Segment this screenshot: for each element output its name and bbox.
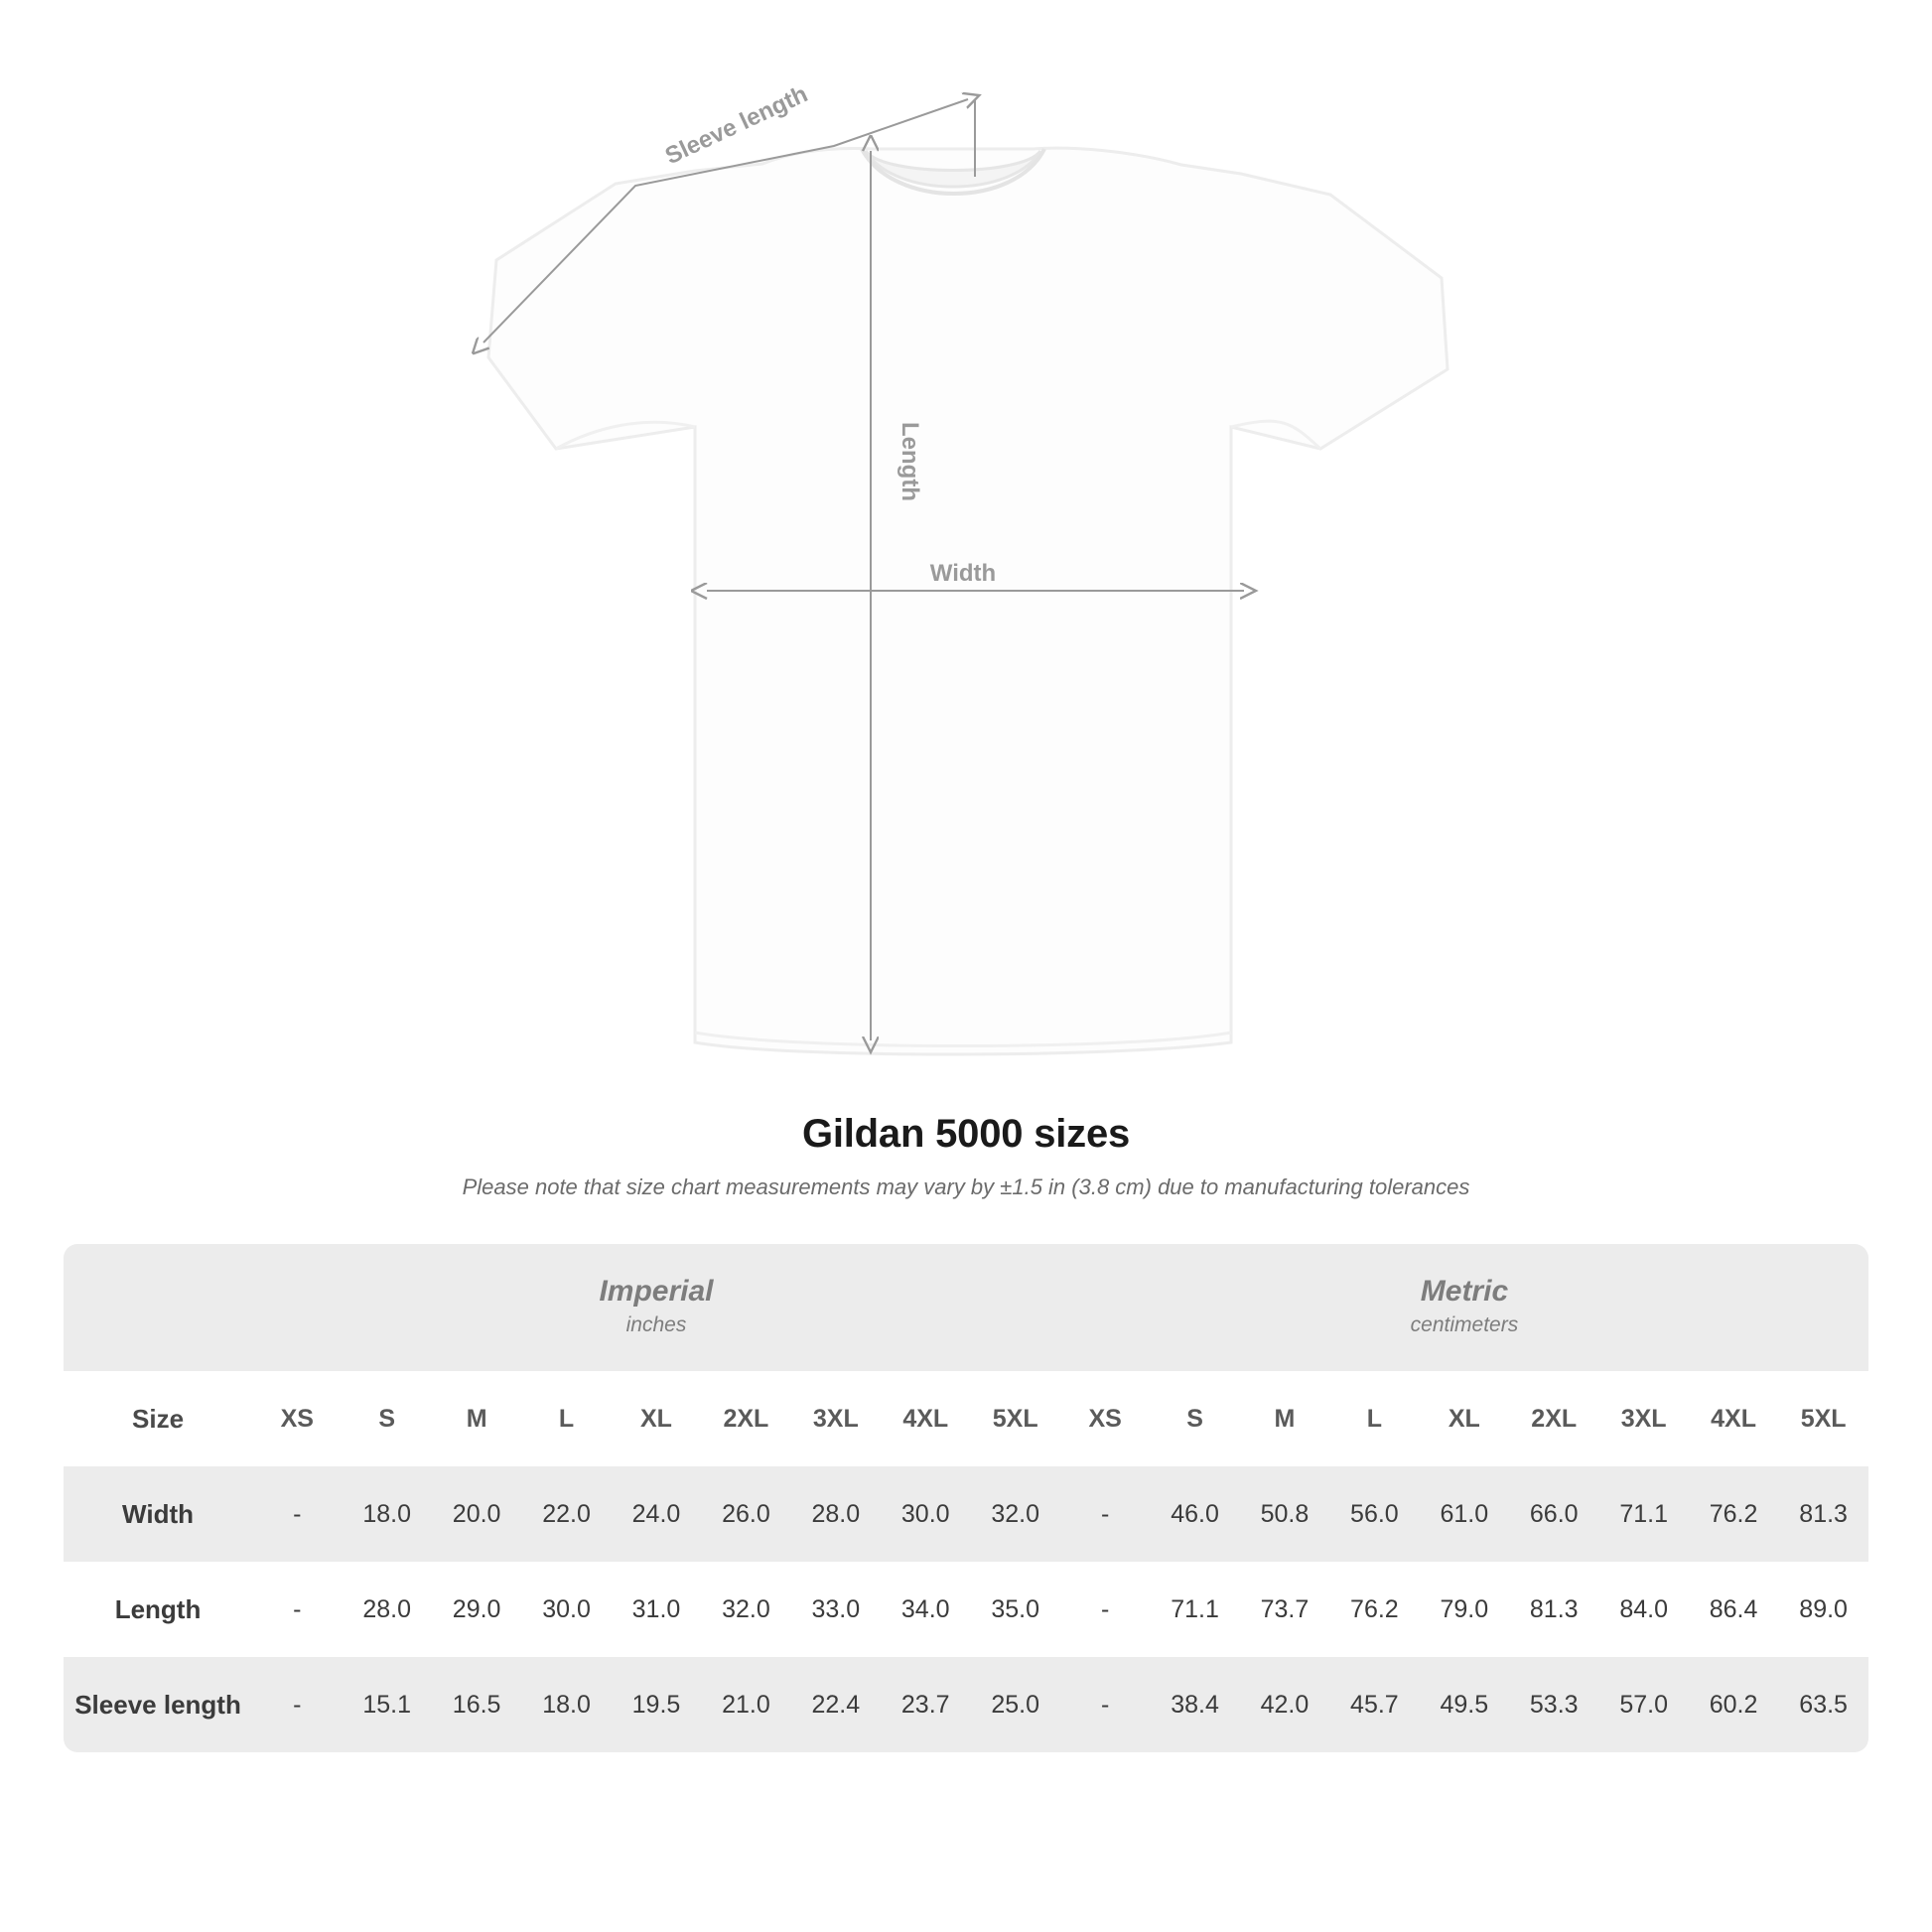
size-header-imperial-4xl: 4XL — [881, 1371, 970, 1466]
unit-group-imperial — [252, 1244, 1060, 1371]
cell-length-metric-xs: - — [1060, 1562, 1150, 1657]
size-header-imperial-xs: XS — [252, 1371, 342, 1466]
cell-sleeve-metric-l: 45.7 — [1329, 1657, 1419, 1752]
size-table — [64, 1244, 1868, 1752]
cell-sleeve-metric-3xl: 57.0 — [1598, 1657, 1688, 1752]
tshirt-graphic — [488, 148, 1448, 1054]
size-header-metric-xs: XS — [1060, 1371, 1150, 1466]
row-label-length: Length — [64, 1562, 252, 1657]
table-row — [64, 1466, 1868, 1562]
cell-length-imperial-3xl: 33.0 — [791, 1562, 881, 1657]
cell-length-imperial-l: 30.0 — [521, 1562, 611, 1657]
cell-width-imperial-l: 22.0 — [521, 1466, 611, 1562]
cell-sleeve-metric-s: 38.4 — [1150, 1657, 1239, 1752]
size-header-imperial-2xl: 2XL — [701, 1371, 790, 1466]
cell-width-metric-2xl: 66.0 — [1509, 1466, 1598, 1562]
cell-length-metric-s: 71.1 — [1150, 1562, 1239, 1657]
cell-sleeve-metric-xl: 49.5 — [1420, 1657, 1509, 1752]
cell-sleeve-metric-m: 42.0 — [1240, 1657, 1329, 1752]
cell-width-metric-xl: 61.0 — [1420, 1466, 1509, 1562]
cell-length-imperial-2xl: 32.0 — [701, 1562, 790, 1657]
cell-length-metric-m: 73.7 — [1240, 1562, 1329, 1657]
size-header-metric-5xl: 5XL — [1778, 1371, 1868, 1466]
cell-width-metric-5xl: 81.3 — [1778, 1466, 1868, 1562]
unit-group-metric — [1060, 1244, 1868, 1371]
size-header-label: Size — [64, 1371, 252, 1466]
cell-sleeve-imperial-s: 15.1 — [343, 1657, 432, 1752]
cell-length-metric-l: 76.2 — [1329, 1562, 1419, 1657]
size-header-imperial-5xl: 5XL — [970, 1371, 1059, 1466]
cell-width-imperial-2xl: 26.0 — [701, 1466, 790, 1562]
tolerance-note: Please note that size chart measurements may vary by ±1.5 in (3.8 cm) due to manufacturing tolerances — [462, 1174, 1470, 1199]
size-header-metric-3xl: 3XL — [1598, 1371, 1688, 1466]
row-label-sleeve-length: Sleeve length — [64, 1657, 252, 1752]
table-row — [64, 1657, 1868, 1752]
cell-sleeve-imperial-3xl: 22.4 — [791, 1657, 881, 1752]
cell-sleeve-metric-4xl: 60.2 — [1689, 1657, 1778, 1752]
cell-width-imperial-5xl: 32.0 — [970, 1466, 1059, 1562]
table-row — [64, 1562, 1868, 1657]
length-label: Length — [897, 422, 923, 501]
cell-length-imperial-4xl: 34.0 — [881, 1562, 970, 1657]
cell-sleeve-metric-5xl: 63.5 — [1778, 1657, 1868, 1752]
size-header-row — [64, 1371, 1868, 1466]
cell-length-metric-xl: 79.0 — [1420, 1562, 1509, 1657]
cell-width-imperial-xs: - — [252, 1466, 342, 1562]
cell-sleeve-imperial-m: 16.5 — [432, 1657, 521, 1752]
cell-length-metric-2xl: 81.3 — [1509, 1562, 1598, 1657]
cell-sleeve-imperial-2xl: 21.0 — [701, 1657, 790, 1752]
width-label: Width — [929, 560, 997, 587]
unit-header-row — [64, 1244, 1868, 1371]
unit-group-metric-name: Metric — [1420, 1275, 1509, 1308]
cell-width-metric-m: 50.8 — [1240, 1466, 1329, 1562]
cell-length-imperial-xs: - — [252, 1562, 342, 1657]
size-header-metric-xl: XL — [1420, 1371, 1509, 1466]
cell-sleeve-imperial-4xl: 23.7 — [881, 1657, 970, 1752]
cell-sleeve-imperial-xs: - — [252, 1657, 342, 1752]
size-header-metric-s: S — [1150, 1371, 1239, 1466]
page-title: Gildan 5000 sizes — [801, 1112, 1131, 1156]
size-header-metric-l: L — [1329, 1371, 1419, 1466]
cell-sleeve-imperial-5xl: 25.0 — [970, 1657, 1059, 1752]
cell-width-imperial-xl: 24.0 — [612, 1466, 701, 1562]
cell-width-metric-l: 56.0 — [1329, 1466, 1419, 1562]
cell-length-metric-5xl: 89.0 — [1778, 1562, 1868, 1657]
cell-width-imperial-4xl: 30.0 — [881, 1466, 970, 1562]
size-header-imperial-m: M — [432, 1371, 521, 1466]
size-header-imperial-s: S — [343, 1371, 432, 1466]
size-header-metric-2xl: 2XL — [1509, 1371, 1598, 1466]
cell-length-metric-3xl: 84.0 — [1598, 1562, 1688, 1657]
unit-group-imperial-name: Imperial — [599, 1275, 714, 1308]
size-header-metric-4xl: 4XL — [1689, 1371, 1778, 1466]
cell-length-imperial-s: 28.0 — [343, 1562, 432, 1657]
size-header-imperial-xl: XL — [612, 1371, 701, 1466]
table-corner-cell — [64, 1244, 252, 1371]
cell-width-metric-xs: - — [1060, 1466, 1150, 1562]
size-header-imperial-3xl: 3XL — [791, 1371, 881, 1466]
cell-sleeve-metric-2xl: 53.3 — [1509, 1657, 1598, 1752]
cell-width-imperial-m: 20.0 — [432, 1466, 521, 1562]
cell-sleeve-metric-xs: - — [1060, 1657, 1150, 1752]
cell-width-metric-s: 46.0 — [1150, 1466, 1239, 1562]
size-table-wrapper — [64, 1244, 1868, 1752]
cell-width-imperial-s: 18.0 — [343, 1466, 432, 1562]
cell-sleeve-imperial-xl: 19.5 — [612, 1657, 701, 1752]
cell-sleeve-imperial-l: 18.0 — [521, 1657, 611, 1752]
cell-width-imperial-3xl: 28.0 — [791, 1466, 881, 1562]
cell-width-metric-3xl: 71.1 — [1598, 1466, 1688, 1562]
unit-group-imperial-sub: inches — [625, 1312, 687, 1336]
cell-width-metric-4xl: 76.2 — [1689, 1466, 1778, 1562]
cell-length-imperial-m: 29.0 — [432, 1562, 521, 1657]
cell-length-imperial-xl: 31.0 — [612, 1562, 701, 1657]
sleeve-length-label: Sleeve length — [661, 80, 812, 171]
size-header-metric-m: M — [1240, 1371, 1329, 1466]
unit-group-metric-sub: centimeters — [1410, 1312, 1519, 1336]
cell-length-imperial-5xl: 35.0 — [970, 1562, 1059, 1657]
row-label-width: Width — [64, 1466, 252, 1562]
size-header-imperial-l: L — [521, 1371, 611, 1466]
cell-length-metric-4xl: 86.4 — [1689, 1562, 1778, 1657]
